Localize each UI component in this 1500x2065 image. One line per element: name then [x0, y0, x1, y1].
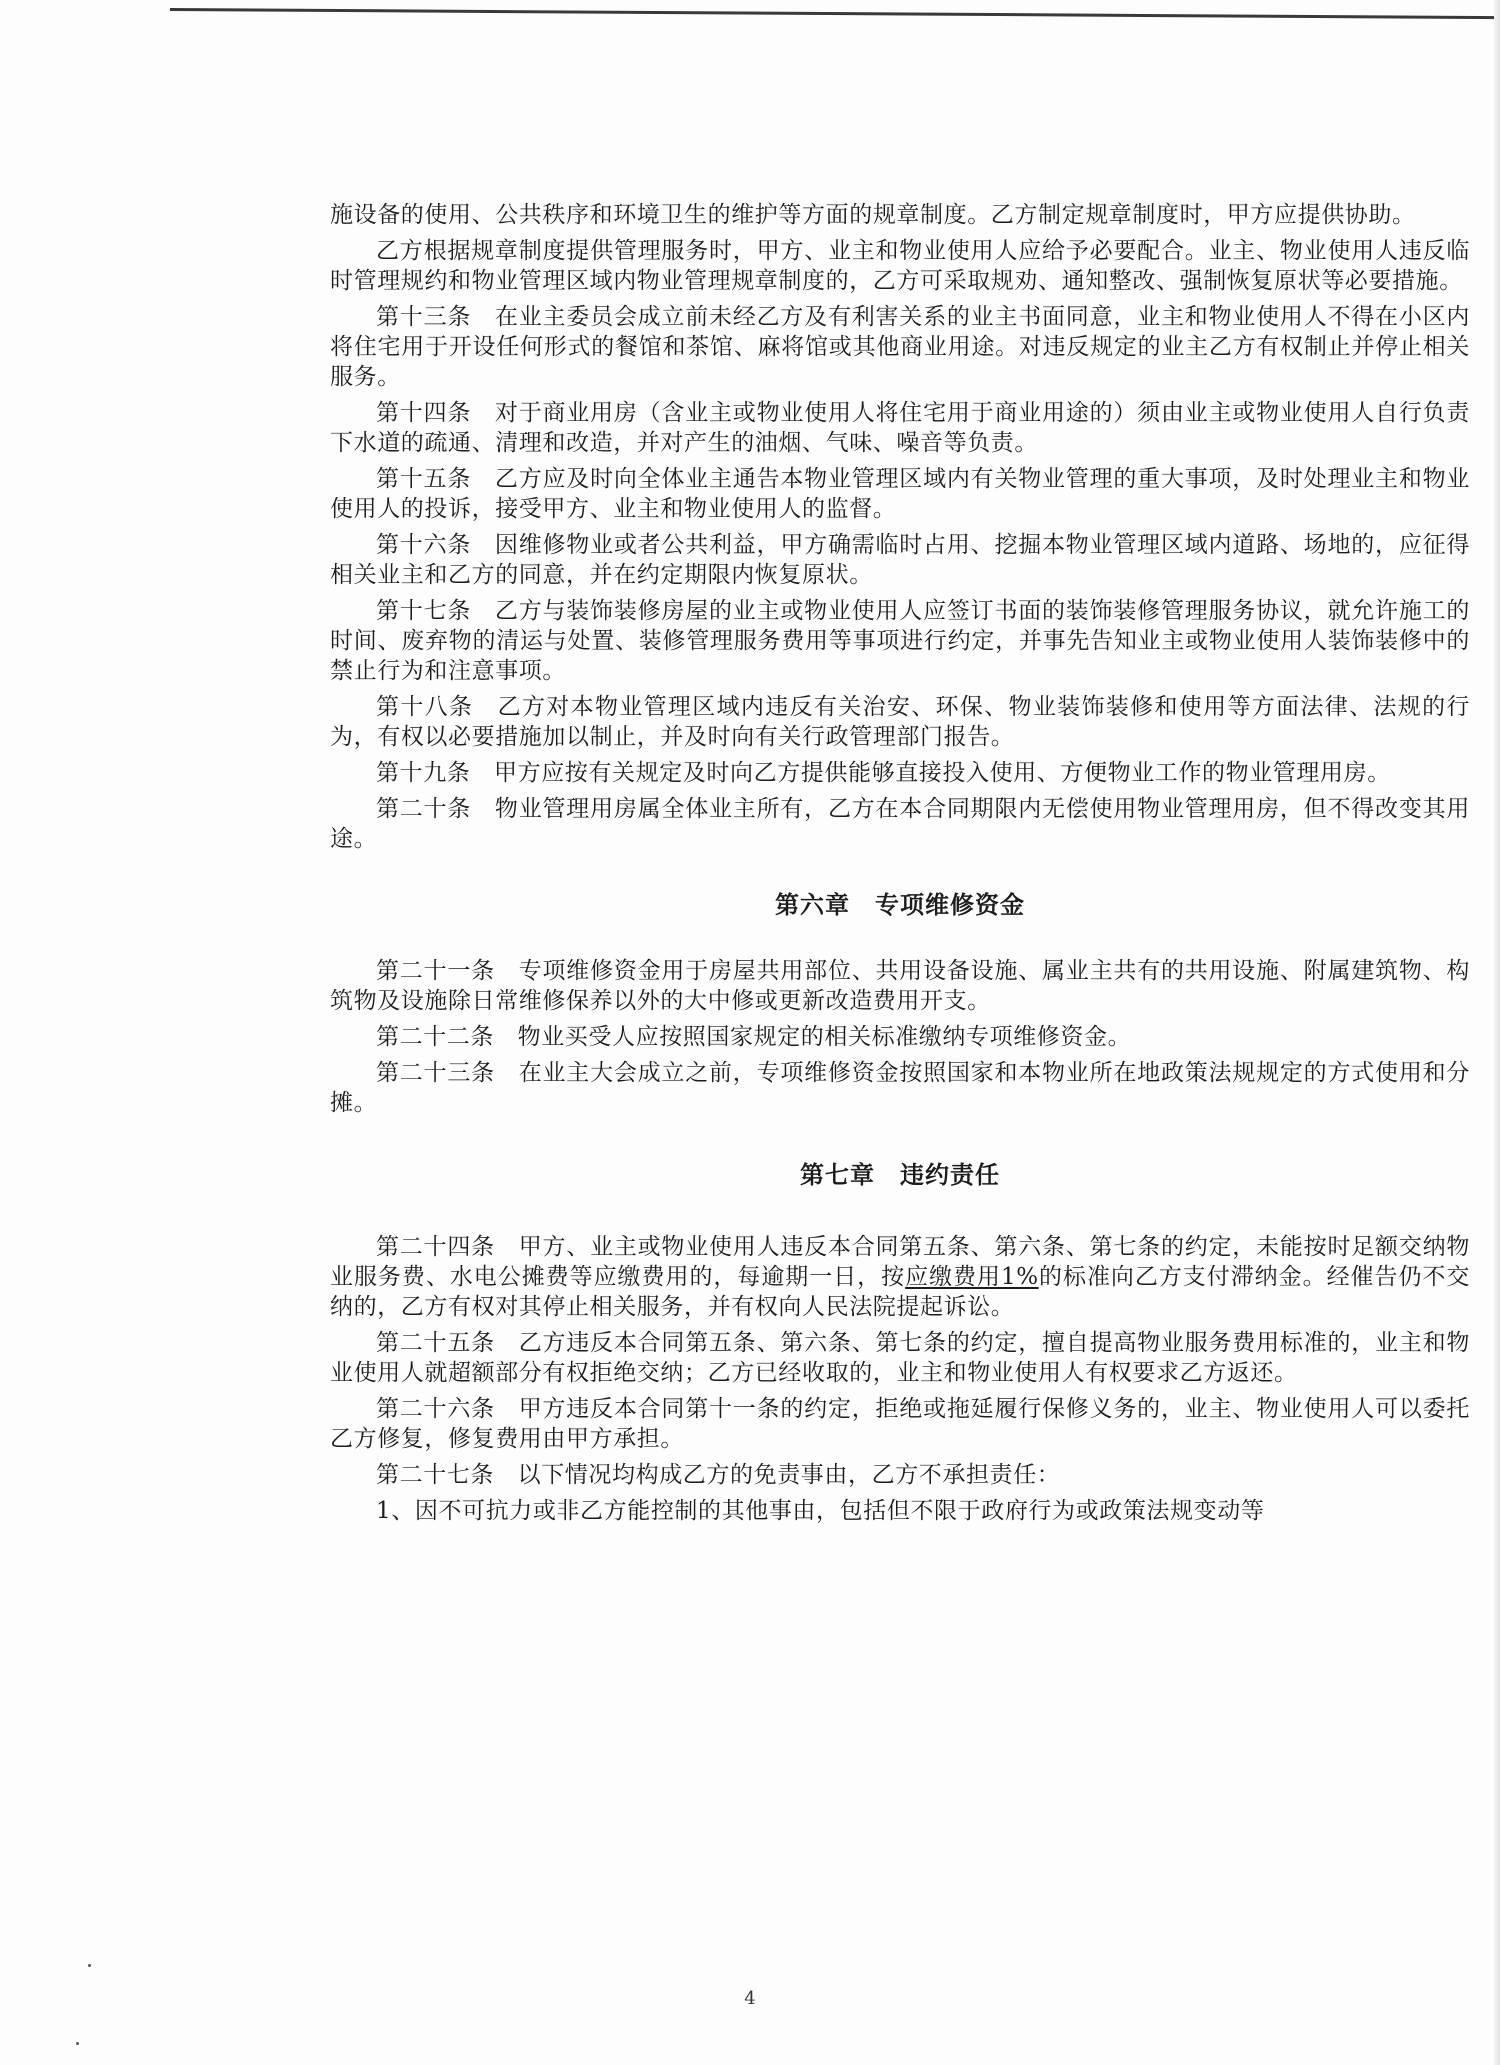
article-paragraph: 第十九条 甲方应按有关规定及时向乙方提供能够直接投入使用、方便物业工作的物业管理用房。 [376, 760, 1391, 786]
scan-edge-right [1494, 0, 1500, 2065]
article-paragraph: 第十六条 因维修物业或者公共利益，甲方确需临时占用、挖掘本物业管理区域内道路、场地的，应征得相关业主和乙方的同意，并在约定期限内恢复原状。 [330, 532, 1470, 588]
article-paragraph: 第二十七条 以下情况均构成乙方的免责事由，乙方不承担责任： [376, 1462, 1061, 1488]
underlined-fill-in: 应缴费用1% [905, 1264, 1039, 1290]
article-paragraph: 第二十五条 乙方违反本合同第五条、第六条、第七条的约定，擅自提高物业服务费用标准的，业主和物业使用人就超额部分有权拒绝交纳；乙方已经收取的，业主和物业使用人有权要求乙方返还。 [330, 1330, 1470, 1386]
article-paragraph: 第十八条 乙方对本物业管理区域内违反有关治安、环保、物业装饰装修和使用等方面法律、法规的行为，有权以必要措施加以制止，并及时向有关行政管理部门报告。 [330, 694, 1470, 750]
article-paragraph: 第十三条 在业主委员会成立前未经乙方及有利害关系的业主书面同意，业主和物业使用人不得在小区内将住宅用于开设任何形式的餐馆和茶馆、麻将馆或其他商业用途。对违反规定的业主乙方有权制止并停止相关服务。 [330, 304, 1470, 390]
article-paragraph: 第二十二条 物业买受人应按照国家规定的相关标准缴纳专项维修资金。 [376, 1024, 1132, 1050]
contract-body [330, 200, 1470, 1532]
article-paragraph: 乙方根据规章制度提供管理服务时，甲方、业主和物业使用人应给予必要配合。业主、物业使用人违反临时管理规约和物业管理区域内物业管理规章制度的，乙方可采取规劝、通知整改、强制恢复原状等必要措施。 [330, 238, 1470, 294]
article-paragraph: 施设备的使用、公共秩序和环境卫生的维护等方面的规章制度。乙方制定规章制度时，甲方应提供协助。 [330, 202, 1416, 228]
scan-speck [88, 1964, 91, 1967]
chapter-heading: 第七章 违约责任 [800, 1160, 1000, 1189]
article-paragraph: 第二十三条 在业主大会成立之前，专项维修资金按照国家和本物业所在地政策法规规定的方式使用和分摊。 [330, 1060, 1470, 1116]
scan-speck [76, 2042, 79, 2045]
article-text: 第二十四条 甲方、业主或物业使用人违反本合同第五条、第六条、第七条的约定，未能按时足额交纳物业服务费、水电公摊费等应缴费用的，每逾期一日，按 [330, 1234, 1470, 1290]
article-paragraph: 第十四条 对于商业用房（含业主或物业使用人将住宅用于商业用途的）须由业主或物业使用人自行负责下水道的疏通、清理和改造，并对产生的油烟、气味、噪音等负责。 [330, 400, 1470, 456]
page-number: 4 [744, 1988, 756, 2009]
article-paragraph: 第二十一条 专项维修资金用于房屋共用部位、共用设备设施、属业主共有的共用设施、附属建筑物、构筑物及设施除日常维修保养以外的大中修或更新改造费用开支。 [330, 958, 1470, 1014]
article-text: 的标准向乙方支付滞纳金。经催告仍不交纳的，乙方有权对其停止相关服务，并有权向人民法院提起诉讼。 [330, 1264, 1470, 1320]
article-paragraph: 第十七条 乙方与装饰装修房屋的业主或物业使用人应签订书面的装饰装修管理服务协议，就允许施工的时间、废弃物的清运与处置、装修管理服务费用等事项进行约定，并事先告知业主或物业使用人装饰装修中的禁止行为和注意事项。 [330, 598, 1470, 684]
article-paragraph: 1、因不可抗力或非乙方能控制的其他事由，包括但不限于政府行为或政策法规变动等 [376, 1498, 1265, 1524]
article-paragraph [330, 1232, 1470, 1322]
chapter-heading: 第六章 专项维修资金 [775, 890, 1025, 919]
scan-edge-shadow [170, 8, 1500, 19]
article-paragraph: 第二十六条 甲方违反本合同第十一条的约定，拒绝或拖延履行保修义务的，业主、物业使用人可以委托乙方修复，修复费用由甲方承担。 [330, 1396, 1470, 1452]
article-paragraph: 第二十条 物业管理用房属全体业主所有，乙方在本合同期限内无偿使用物业管理用房，但不得改变其用途。 [330, 796, 1470, 852]
article-paragraph: 第十五条 乙方应及时向全体业主通告本物业管理区域内有关物业管理的重大事项，及时处理业主和物业使用人的投诉，接受甲方、业主和物业使用人的监督。 [330, 466, 1470, 522]
